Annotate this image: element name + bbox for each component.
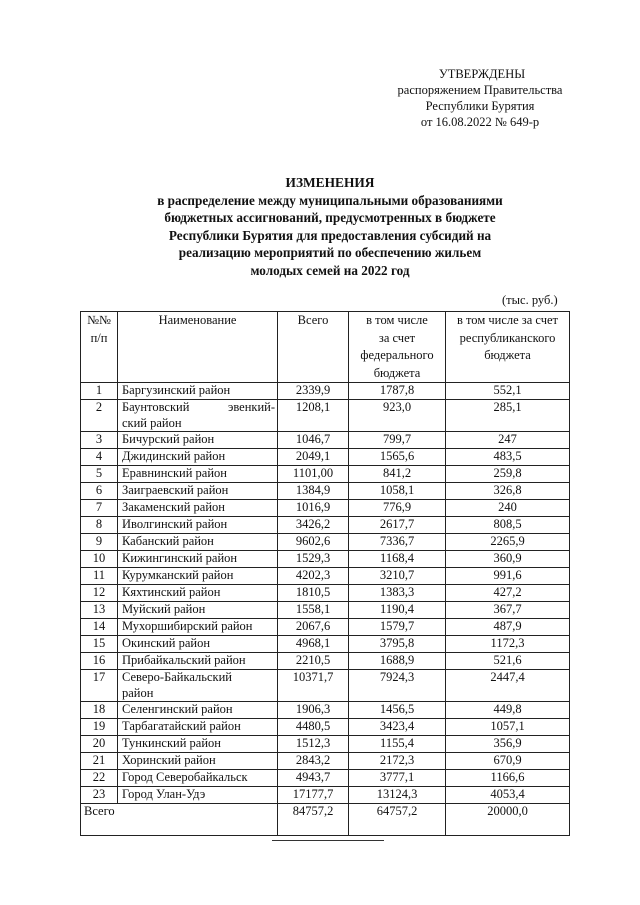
row-number: 7 [81, 500, 118, 517]
row-name: Баргузинский район [118, 383, 278, 400]
row-republic: 356,9 [446, 736, 570, 753]
row-republic: 367,7 [446, 602, 570, 619]
row-number: 4 [81, 449, 118, 466]
heading-line: бюджетных ассигнований, предусмотренных в бюджете [164, 210, 496, 226]
row-name: Кижингинский район [118, 551, 278, 568]
row-number: 16 [81, 653, 118, 670]
row-federal: 1383,3 [349, 585, 446, 602]
row-republic: 1057,1 [446, 719, 570, 736]
row-name: Город Улан-Удэ [118, 787, 278, 804]
row-number: 19 [81, 719, 118, 736]
header-number [81, 312, 118, 383]
row-republic: 285,1 [446, 400, 570, 432]
row-number: 21 [81, 753, 118, 770]
header-federal-line: в том числе [366, 313, 428, 327]
row-federal: 3423,4 [349, 719, 446, 736]
row-name-line: ский район [122, 415, 182, 430]
row-republic: 487,9 [446, 619, 570, 636]
row-federal: 7336,7 [349, 534, 446, 551]
row-name: Тункинский район [118, 736, 278, 753]
table-row [81, 585, 570, 602]
table-row [81, 432, 570, 449]
row-federal: 776,9 [349, 500, 446, 517]
header-name: Наименование [118, 312, 278, 383]
row-total: 1512,3 [278, 736, 349, 753]
row-number: 14 [81, 619, 118, 636]
table-row [81, 670, 570, 702]
row-federal: 2172,3 [349, 753, 446, 770]
row-total: 4202,3 [278, 568, 349, 585]
row-republic: 240 [446, 500, 570, 517]
row-total: 1529,3 [278, 551, 349, 568]
row-total: 1558,1 [278, 602, 349, 619]
row-republic: 259,8 [446, 466, 570, 483]
row-number: 3 [81, 432, 118, 449]
row-name-part: эвенкий- [227, 400, 275, 414]
header-republic [446, 312, 570, 383]
row-total: 1384,9 [278, 483, 349, 500]
approval-status: УТВЕРЖДЕНЫ [438, 67, 526, 81]
header-federal-line: за счет [378, 330, 416, 345]
table-row [81, 602, 570, 619]
approval-authority: распоряжением Правительства [397, 83, 563, 97]
row-federal: 2617,7 [349, 517, 446, 534]
row-name-line: Северо-Байкальский [122, 670, 232, 684]
row-federal: 1579,7 [349, 619, 446, 636]
table-row [81, 636, 570, 653]
row-name: Джидинский район [118, 449, 278, 466]
row-federal: 1058,1 [349, 483, 446, 500]
header-total: Всего [278, 312, 349, 383]
row-number: 13 [81, 602, 118, 619]
row-number: 6 [81, 483, 118, 500]
row-federal: 923,0 [349, 400, 446, 432]
row-total: 1906,3 [278, 702, 349, 719]
header-federal [349, 312, 446, 383]
row-republic: 247 [446, 432, 570, 449]
row-number: 22 [81, 770, 118, 787]
row-republic: 326,8 [446, 483, 570, 500]
approval-date: от 16.08.2022 № 649-р [420, 115, 540, 129]
row-republic: 1172,3 [446, 636, 570, 653]
header-republic-line: в том числе за счет [456, 313, 558, 327]
row-number: 11 [81, 568, 118, 585]
header-federal-line: федерального [360, 348, 434, 362]
row-republic: 552,1 [446, 383, 570, 400]
row-total: 2067,6 [278, 619, 349, 636]
row-name [118, 400, 278, 432]
row-total: 2339,9 [278, 383, 349, 400]
row-federal: 1787,8 [349, 383, 446, 400]
row-number: 15 [81, 636, 118, 653]
row-name: Тарбагатайский район [118, 719, 278, 736]
table-row [81, 702, 570, 719]
row-number: 8 [81, 517, 118, 534]
row-number: 12 [81, 585, 118, 602]
table-row [81, 619, 570, 636]
row-federal: 1565,6 [349, 449, 446, 466]
row-republic: 2447,4 [446, 670, 570, 702]
table-row [81, 534, 570, 551]
row-name: Иволгинский район [118, 517, 278, 534]
row-name: Кабанский район [118, 534, 278, 551]
row-republic: 360,9 [446, 551, 570, 568]
row-total: 4480,5 [278, 719, 349, 736]
row-name-part: Баунтовский [122, 400, 190, 414]
row-total: 1101,00 [278, 466, 349, 483]
row-name: Еравнинский район [118, 466, 278, 483]
row-republic: 521,6 [446, 653, 570, 670]
row-name: Заиграевский район [118, 483, 278, 500]
row-federal: 13124,3 [349, 787, 446, 804]
table-row [81, 400, 570, 432]
heading-line: молодых семей на 2022 год [250, 262, 410, 278]
row-number: 20 [81, 736, 118, 753]
total-federal: 64757,2 [349, 804, 446, 836]
row-name: Муйский район [118, 602, 278, 619]
row-federal: 841,2 [349, 466, 446, 483]
heading-line: Республики Бурятия для предоставления субсидий на [168, 227, 492, 243]
row-name: Курумканский район [118, 568, 278, 585]
row-federal: 3777,1 [349, 770, 446, 787]
row-republic: 1166,6 [446, 770, 570, 787]
total-republic: 20000,0 [446, 804, 570, 836]
row-name-line [122, 400, 275, 416]
row-total: 3426,2 [278, 517, 349, 534]
row-total: 4943,7 [278, 770, 349, 787]
row-name: Город Северобайкальск [118, 770, 278, 787]
row-name: Мухоршибирский район [118, 619, 278, 636]
row-republic: 483,5 [446, 449, 570, 466]
row-federal: 799,7 [349, 432, 446, 449]
row-federal: 3795,8 [349, 636, 446, 653]
row-republic: 2265,9 [446, 534, 570, 551]
total-row [81, 804, 570, 836]
table-row [81, 483, 570, 500]
row-total: 1046,7 [278, 432, 349, 449]
row-total: 1208,1 [278, 400, 349, 432]
row-republic: 670,9 [446, 753, 570, 770]
table-row [81, 770, 570, 787]
document-title: ИЗМЕНЕНИЯ [285, 175, 375, 190]
header-federal-line: бюджета [373, 365, 421, 380]
row-federal: 1688,9 [349, 653, 446, 670]
header-republic-line: республиканского [459, 330, 556, 345]
table-row [81, 719, 570, 736]
row-name [118, 670, 278, 702]
row-federal: 1155,4 [349, 736, 446, 753]
row-total: 2210,5 [278, 653, 349, 670]
row-number: 9 [81, 534, 118, 551]
row-federal: 1190,4 [349, 602, 446, 619]
row-total: 4968,1 [278, 636, 349, 653]
table-row [81, 787, 570, 804]
row-number: 5 [81, 466, 118, 483]
row-name: Прибайкальский район [118, 653, 278, 670]
header-number-line: №№ [87, 313, 111, 327]
row-number: 2 [81, 400, 118, 432]
approval-block [380, 66, 580, 130]
row-number: 17 [81, 670, 118, 702]
row-number: 1 [81, 383, 118, 400]
row-republic: 427,2 [446, 585, 570, 602]
row-name: Закаменский район [118, 500, 278, 517]
allocation-table [80, 311, 570, 836]
table-row [81, 551, 570, 568]
approval-region: Республики Бурятия [425, 99, 535, 113]
heading-line: в распределение между муниципальными образованиями [157, 192, 503, 208]
table-row [81, 753, 570, 770]
row-total: 1016,9 [278, 500, 349, 517]
table-row [81, 500, 570, 517]
row-number: 10 [81, 551, 118, 568]
units-label: (тыс. руб.) [502, 293, 558, 307]
document-heading [100, 174, 560, 280]
table-row [81, 449, 570, 466]
row-republic: 808,5 [446, 517, 570, 534]
row-number: 18 [81, 702, 118, 719]
row-total: 9602,6 [278, 534, 349, 551]
row-total: 17177,7 [278, 787, 349, 804]
row-total: 2049,1 [278, 449, 349, 466]
table-row [81, 653, 570, 670]
row-name: Бичурский район [118, 432, 278, 449]
header-number-line: п/п [90, 330, 108, 345]
total-label: Всего [81, 804, 278, 836]
row-total: 2843,2 [278, 753, 349, 770]
row-total: 1810,5 [278, 585, 349, 602]
footer-divider [272, 840, 384, 841]
total-sum: 84757,2 [278, 804, 349, 836]
row-federal: 3210,7 [349, 568, 446, 585]
table-header-row [81, 312, 570, 383]
table-row [81, 568, 570, 585]
row-name: Селенгинский район [118, 702, 278, 719]
row-name-line: район [122, 685, 154, 700]
table-row [81, 466, 570, 483]
row-total: 10371,7 [278, 670, 349, 702]
row-federal: 7924,3 [349, 670, 446, 702]
row-name: Хоринский район [118, 753, 278, 770]
row-name: Кяхтинский район [118, 585, 278, 602]
row-federal: 1456,5 [349, 702, 446, 719]
row-republic: 449,8 [446, 702, 570, 719]
row-republic: 4053,4 [446, 787, 570, 804]
heading-line: реализацию мероприятий по обеспечению жильем [178, 245, 482, 261]
row-republic: 991,6 [446, 568, 570, 585]
table-row [81, 383, 570, 400]
table-row [81, 517, 570, 534]
header-republic-line: бюджета [484, 348, 531, 362]
table-row [81, 736, 570, 753]
row-federal: 1168,4 [349, 551, 446, 568]
row-name: Окинский район [118, 636, 278, 653]
row-number: 23 [81, 787, 118, 804]
